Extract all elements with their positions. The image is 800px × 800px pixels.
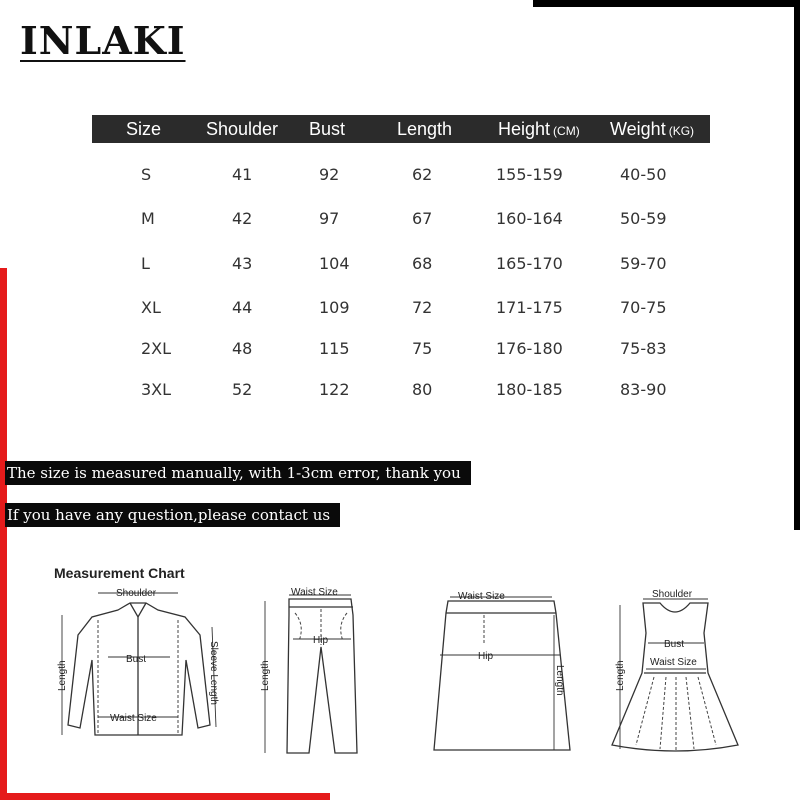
brand-logo: INLAKI <box>20 18 186 63</box>
cell-height: 160-164 <box>496 209 563 228</box>
dress-bust-label: Bust <box>664 639 685 650</box>
cell-length: 75 <box>412 339 433 358</box>
cell-weight: 40-50 <box>620 165 667 184</box>
cell-shoulder: 42 <box>232 209 253 228</box>
dress-figure <box>608 585 748 757</box>
skirt-figure <box>430 585 580 755</box>
cell-size: 2XL <box>141 339 172 358</box>
table-row <box>0 298 800 324</box>
dress-diagram <box>608 585 748 757</box>
skirt-diagram <box>430 585 580 755</box>
cell-weight: 70-75 <box>620 298 667 317</box>
header-weight-label: Weight <box>610 119 666 139</box>
cell-weight: 59-70 <box>620 254 667 273</box>
cell-height: 180-185 <box>496 380 563 399</box>
bottom-frame-bar <box>0 793 330 800</box>
dress-length-label: Length <box>615 660 626 691</box>
dress-waist-label: Waist Size <box>650 657 697 668</box>
cell-height: 165-170 <box>496 254 563 273</box>
header-height-label: Height <box>498 119 551 139</box>
header-weight-unit: (KG) <box>668 124 695 138</box>
cell-weight: 75-83 <box>620 339 667 358</box>
cell-length: 72 <box>412 298 433 317</box>
cell-height: 155-159 <box>496 165 563 184</box>
cell-length: 80 <box>412 380 433 399</box>
table-row <box>0 339 800 365</box>
cell-size: L <box>141 254 150 273</box>
cell-shoulder: 44 <box>232 298 253 317</box>
cell-length: 67 <box>412 209 433 228</box>
header-bust: Bust <box>309 119 346 139</box>
cell-shoulder: 52 <box>232 380 253 399</box>
header-shoulder: Shoulder <box>206 119 279 139</box>
cell-bust: 115 <box>319 339 350 358</box>
skirt-waist-label: Waist Size <box>458 591 505 602</box>
cell-weight: 83-90 <box>620 380 667 399</box>
cell-bust: 104 <box>319 254 350 273</box>
cell-length: 68 <box>412 254 433 273</box>
header-height <box>498 119 580 140</box>
header-length: Length <box>397 119 453 139</box>
cell-size: M <box>141 209 155 228</box>
shirt-diagram <box>50 585 225 755</box>
table-row <box>0 209 800 235</box>
cell-size: 3XL <box>141 380 172 399</box>
cell-weight: 50-59 <box>620 209 667 228</box>
top-frame-bar <box>533 0 800 7</box>
header-size: Size <box>126 119 162 139</box>
cell-height: 176-180 <box>496 339 563 358</box>
dress-shoulder-label: Shoulder <box>652 589 693 600</box>
measurement-chart-title: Measurement Chart <box>54 565 185 581</box>
table-row <box>0 380 800 406</box>
skirt-length-label: Length <box>554 665 565 696</box>
cell-bust: 109 <box>319 298 350 317</box>
cell-size: S <box>141 165 152 184</box>
pants-figure <box>255 585 365 755</box>
shirt-figure <box>50 585 225 755</box>
table-row <box>0 254 800 280</box>
shirt-waist-label: Waist Size <box>110 713 157 724</box>
pants-length-label: Length <box>260 660 271 691</box>
pants-waist-label: Waist Size <box>291 587 338 598</box>
shirt-length-label: Length <box>57 660 68 691</box>
cell-shoulder: 43 <box>232 254 253 273</box>
cell-shoulder: 41 <box>232 165 253 184</box>
skirt-hip-label: Hip <box>478 651 494 662</box>
header-height-unit: (CM) <box>553 124 580 138</box>
pants-hip-label: Hip <box>313 635 329 646</box>
cell-height: 171-175 <box>496 298 563 317</box>
cell-bust: 122 <box>319 380 350 399</box>
cell-length: 62 <box>412 165 433 184</box>
shirt-shoulder-label: Shoulder <box>116 588 157 599</box>
header-weight <box>610 119 694 140</box>
cell-size: XL <box>141 298 161 317</box>
contact-notice: If you have any question,please contact us <box>5 503 340 527</box>
measurement-error-notice: The size is measured manually, with 1-3cm error, thank you <box>5 461 471 485</box>
cell-bust: 92 <box>319 165 340 184</box>
shirt-sleeve-label: Sleeve Length <box>208 641 219 705</box>
pants-diagram <box>255 585 365 755</box>
cell-bust: 97 <box>319 209 340 228</box>
table-row <box>0 165 800 191</box>
size-table-header <box>92 115 710 143</box>
cell-shoulder: 48 <box>232 339 253 358</box>
shirt-bust-label: Bust <box>126 654 147 665</box>
